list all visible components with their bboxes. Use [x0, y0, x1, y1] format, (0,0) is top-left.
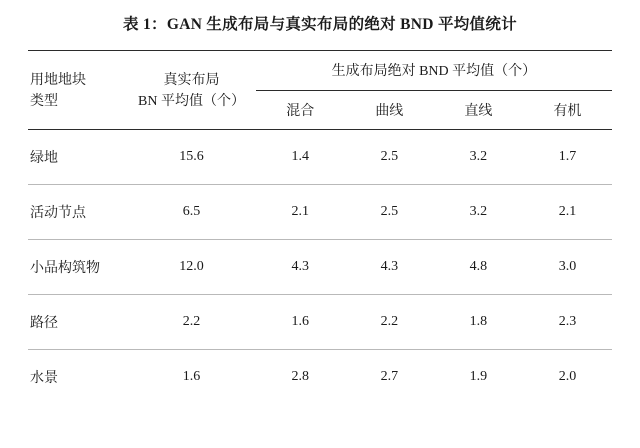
cell-curve: 2.7	[345, 349, 434, 404]
subheader-curve: 曲线	[375, 103, 404, 119]
cell-mixed: 2.1	[256, 184, 345, 239]
cell-organic: 2.3	[523, 294, 612, 349]
row-label: 小品构筑物	[28, 239, 127, 294]
table-row	[28, 239, 612, 294]
cell-real: 15.6	[127, 129, 255, 184]
cell-mixed: 2.8	[256, 349, 345, 404]
subheader-organic: 有机	[553, 103, 582, 119]
table-header-row	[28, 51, 612, 91]
cell-real: 6.5	[127, 184, 255, 239]
cell-organic: 3.0	[523, 239, 612, 294]
table-caption: 表 1：GAN 生成布局与真实布局的绝对 BND 平均值统计	[123, 16, 517, 33]
row-label: 活动节点	[28, 184, 127, 239]
subheader-line: 直线	[464, 103, 493, 119]
cell-line: 3.2	[434, 129, 523, 184]
cell-mixed: 4.3	[256, 239, 345, 294]
cell-curve: 2.5	[345, 129, 434, 184]
cell-real: 12.0	[127, 239, 255, 294]
cell-organic: 1.7	[523, 129, 612, 184]
cell-line: 1.9	[434, 349, 523, 404]
row-label: 水景	[28, 349, 127, 404]
header-land-type	[28, 51, 127, 130]
table-row	[28, 349, 612, 404]
cell-curve: 2.2	[345, 294, 434, 349]
header-real-layout-line1: 真实布局	[163, 72, 220, 88]
cell-organic: 2.0	[523, 349, 612, 404]
cell-line: 1.8	[434, 294, 523, 349]
cell-real: 1.6	[127, 349, 255, 404]
row-label: 绿地	[28, 129, 127, 184]
header-real-layout	[127, 51, 255, 130]
header-generated-group: 生成布局绝对 BND 平均值（个）	[256, 51, 612, 91]
row-label: 路径	[28, 294, 127, 349]
subheader-mixed: 混合	[286, 103, 315, 119]
table-row	[28, 129, 612, 184]
cell-curve: 4.3	[345, 239, 434, 294]
header-land-type-line2: 类型	[30, 93, 58, 109]
cell-organic: 2.1	[523, 184, 612, 239]
cell-mixed: 1.4	[256, 129, 345, 184]
cell-line: 3.2	[434, 184, 523, 239]
cell-line: 4.8	[434, 239, 523, 294]
cell-mixed: 1.6	[256, 294, 345, 349]
statistics-table	[28, 50, 612, 404]
header-real-layout-line2: BN 平均值（个）	[138, 93, 245, 109]
table-row	[28, 184, 612, 239]
cell-curve: 2.5	[345, 184, 434, 239]
table-row	[28, 294, 612, 349]
header-land-type-line1: 用地地块	[30, 72, 86, 88]
cell-real: 2.2	[127, 294, 255, 349]
